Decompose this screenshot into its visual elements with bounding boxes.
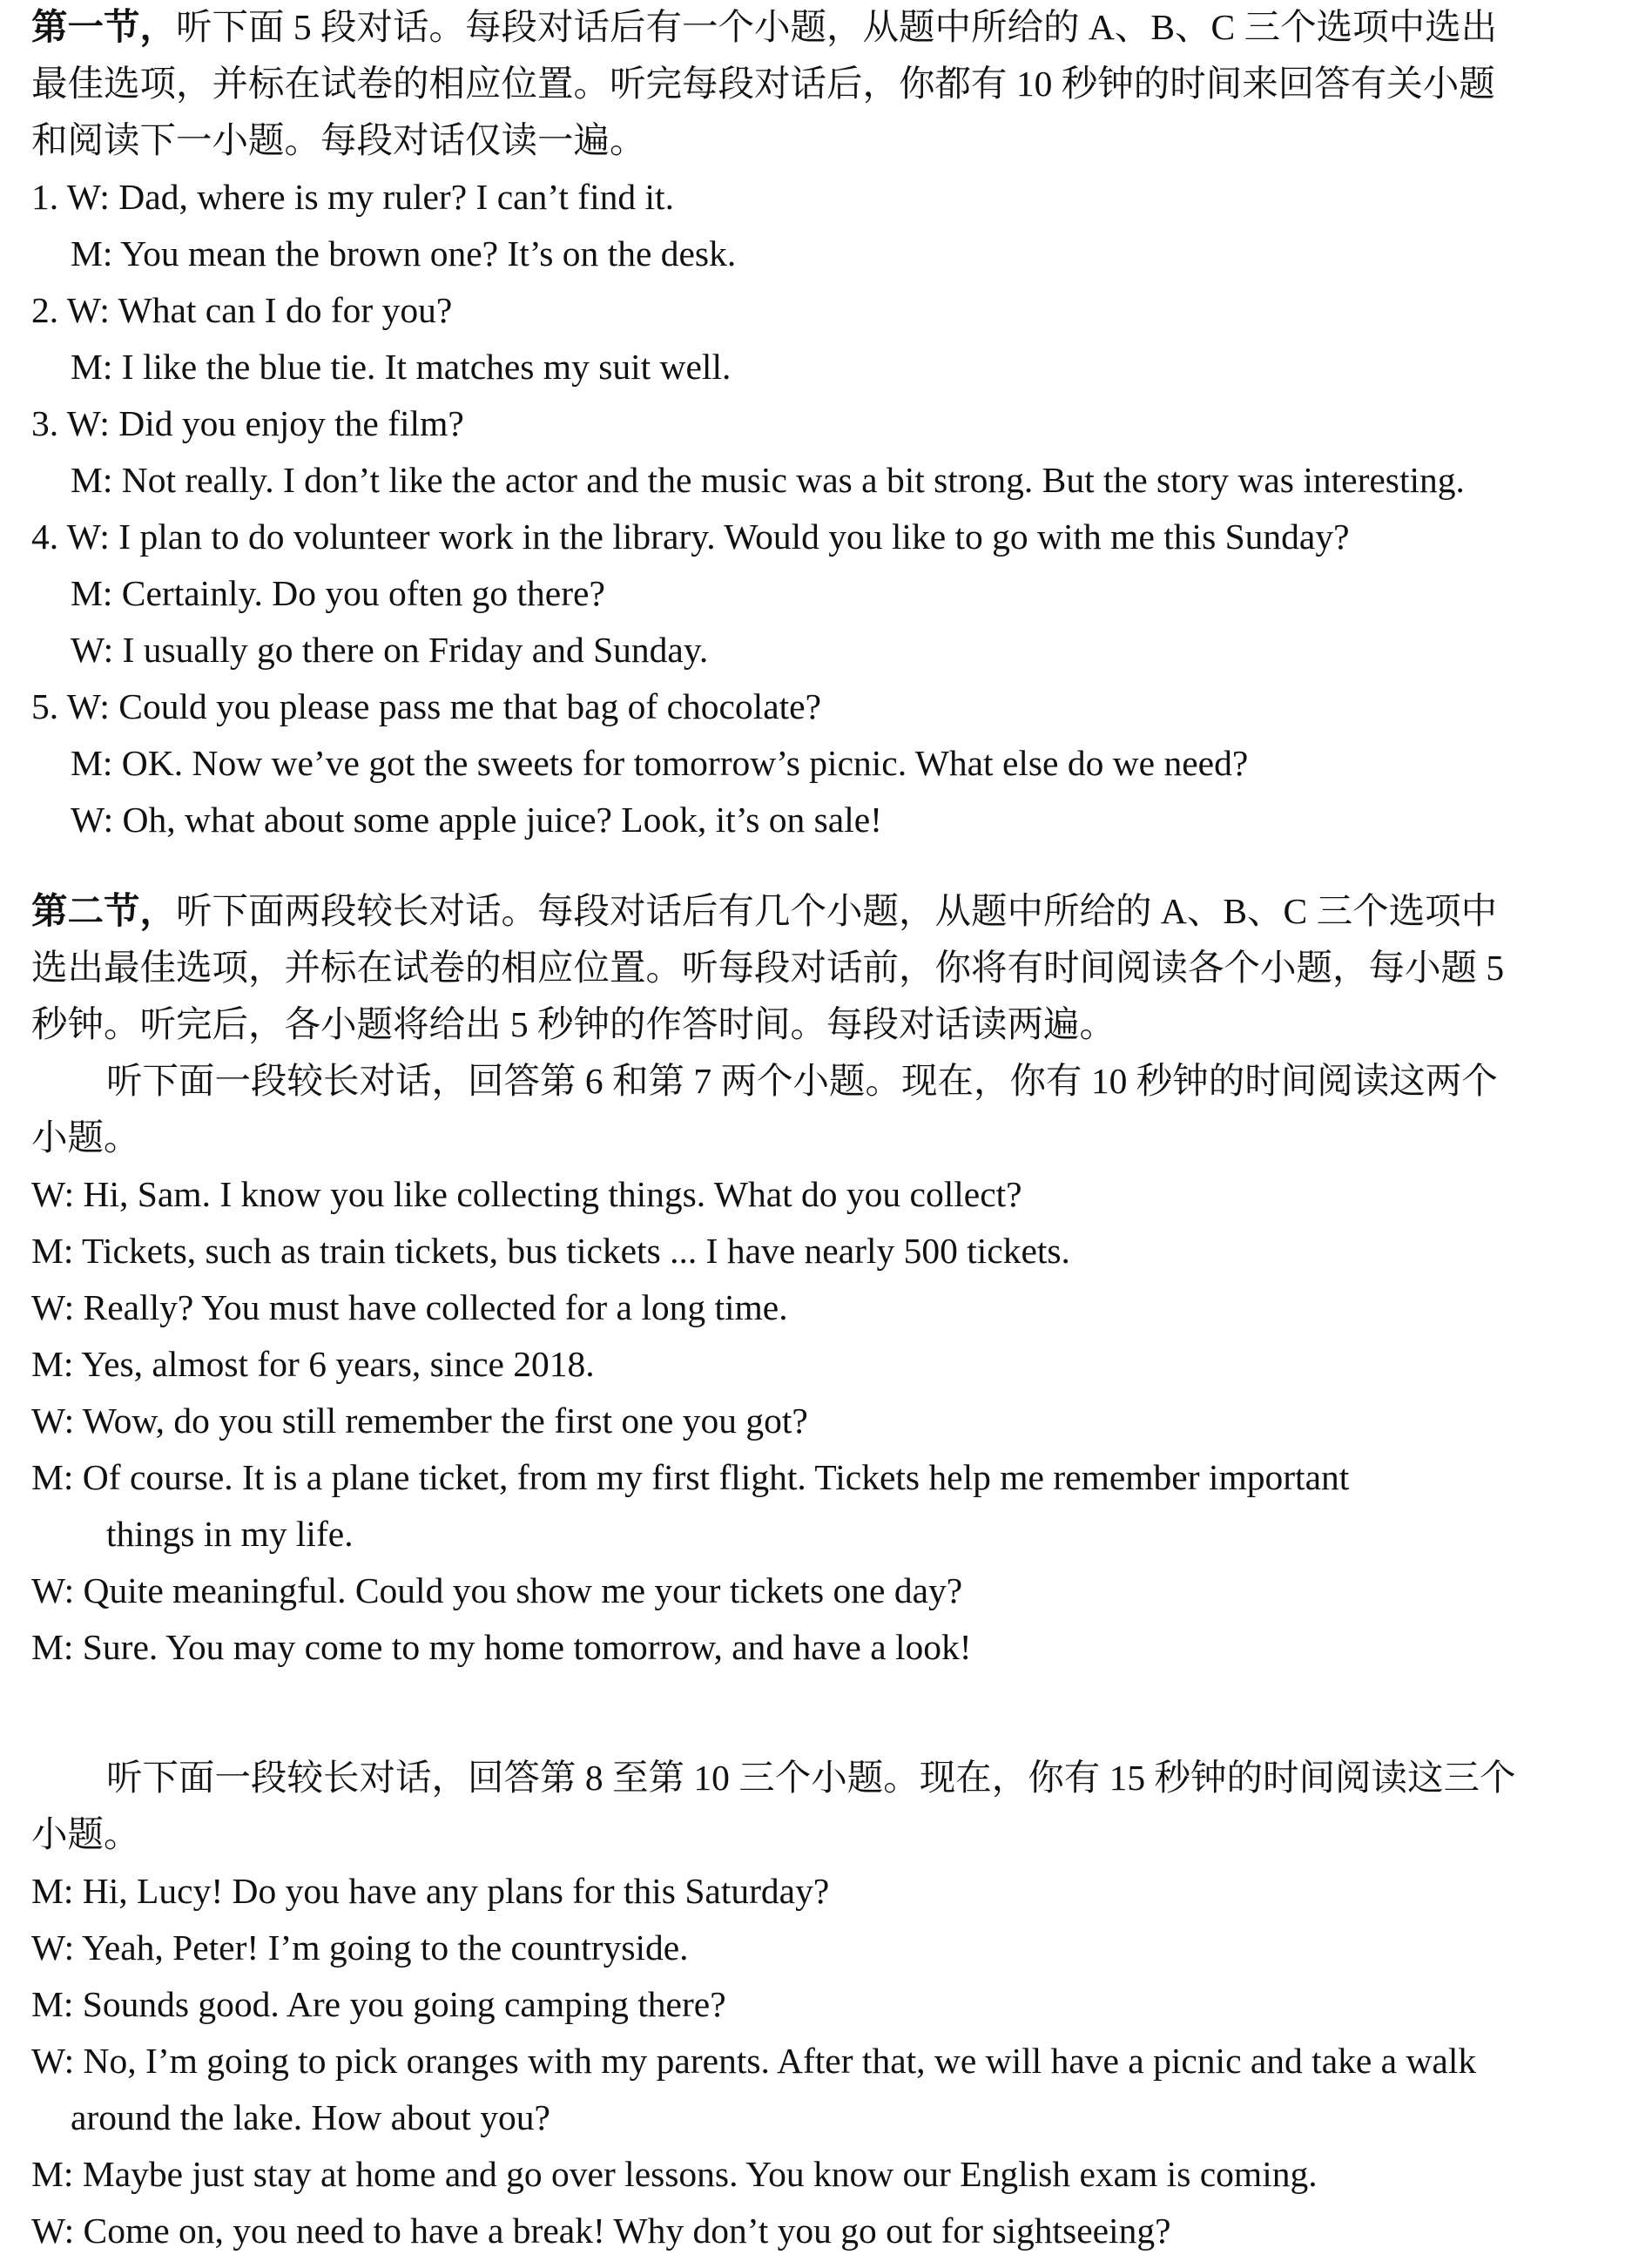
part2-dialogue-line-2: W: Yeah, Peter! I’m going to the countryside.: [31, 1927, 689, 1968]
dialogue-1-line-1: 1. W: Dad, where is my ruler? I can’t find it.: [31, 177, 674, 217]
part2-intro-line-2: 小题。: [31, 1814, 140, 1854]
section2-heading: 第二节，: [31, 891, 177, 931]
dialogue-3-line-2: M: Not really. I don’t like the actor and the music was a bit strong. But the story was interesting.: [71, 460, 1465, 500]
part1-intro-line-2: 小题。: [31, 1117, 140, 1158]
section1-instruction-line-1: 第一节，听下面 5 段对话。每段对话后有一个小题，从题中所给的 A、B、C 三个选项中选出: [31, 7, 1498, 47]
part1-dialogue-line-6: M: Of course. It is a plane ticket, from my first flight. Tickets help me remember important: [31, 1457, 1350, 1497]
dialogue-5-line-3: W: Oh, what about some apple juice? Look, it’s on sale!: [71, 800, 882, 840]
section2-instruction-line-3: 秒钟。听完后，各小题将给出 5 秒钟的作答时间。每段对话读两遍。: [31, 1004, 1116, 1044]
part2-dialogue-line-6: M: Maybe just stay at home and go over lessons. You know our English exam is coming.: [31, 2154, 1318, 2194]
dialogue-4-line-3: W: I usually go there on Friday and Sunday.: [71, 630, 709, 670]
part1-dialogue-line-5: W: Wow, do you still remember the first one you got?: [31, 1401, 808, 1441]
dialogue-5-line-2: M: OK. Now we’ve got the sweets for tomorrow’s picnic. What else do we need?: [71, 743, 1249, 783]
part2-dialogue-line-3: M: Sounds good. Are you going camping there?: [31, 1984, 726, 2024]
section2-instruction-line-1: 第二节，听下面两段较长对话。每段对话后有几个小题，从题中所给的 A、B、C 三个选项中: [31, 891, 1498, 931]
section1-instruction-line-3: 和阅读下一小题。每段对话仅读一遍。: [31, 120, 646, 160]
dialogue-2-line-1: 2. W: What can I do for you?: [31, 290, 453, 330]
part2-dialogue-line-4: W: No, I’m going to pick oranges with my parents. After that, we will have a picnic and take a walk: [31, 2041, 1477, 2081]
dialogue-1-line-2: M: You mean the brown one? It’s on the desk.: [71, 233, 737, 273]
section1-heading: 第一节，: [31, 7, 177, 47]
part1-dialogue-line-4: M: Yes, almost for 6 years, since 2018.: [31, 1344, 595, 1384]
part1-dialogue-line-8: W: Quite meaningful. Could you show me your tickets one day?: [31, 1570, 963, 1610]
dialogue-3-line-1: 3. W: Did you enjoy the film?: [31, 403, 464, 443]
part1-intro-line-1: 听下面一段较长对话，回答第 6 和第 7 两个小题。现在，你有 10 秒钟的时间阅读这两个: [106, 1061, 1498, 1101]
dialogue-4-line-1: 4. W: I plan to do volunteer work in the library. Would you like to go with me this Sunday?: [31, 516, 1350, 557]
dialogue-4-line-2: M: Certainly. Do you often go there?: [71, 573, 605, 613]
part1-dialogue-line-2: M: Tickets, such as train tickets, bus tickets ... I have nearly 500 tickets.: [31, 1231, 1070, 1271]
part1-dialogue-line-9: M: Sure. You may come to my home tomorrow, and have a look!: [31, 1627, 972, 1667]
part2-intro-line-1: 听下面一段较长对话，回答第 8 至第 10 三个小题。现在，你有 15 秒钟的时间阅读这三个: [106, 1758, 1516, 1798]
part2-dialogue-line-5: around the lake. How about you?: [71, 2097, 550, 2137]
dialogue-5-line-1: 5. W: Could you please pass me that bag of chocolate?: [31, 686, 821, 726]
part2-dialogue-line-7: W: Come on, you need to have a break! Why don’t you go out for sightseeing?: [31, 2211, 1171, 2251]
part1-dialogue-line-7: things in my life.: [106, 1514, 354, 1554]
part1-dialogue-line-3: W: Really? You must have collected for a long time.: [31, 1287, 788, 1327]
dialogue-2-line-2: M: I like the blue tie. It matches my suit well.: [71, 347, 732, 387]
part2-dialogue-line-1: M: Hi, Lucy! Do you have any plans for this Saturday?: [31, 1871, 830, 1911]
section1-instruction-line-2: 最佳选项，并标在试卷的相应位置。听完每段对话后，你都有 10 秒钟的时间来回答有关小题: [31, 64, 1495, 104]
section2-instruction-line-2: 选出最佳选项，并标在试卷的相应位置。听每段对话前，你将有时间阅读各个小题，每小题 5: [31, 948, 1505, 988]
part1-dialogue-line-1: W: Hi, Sam. I know you like collecting things. What do you collect?: [31, 1174, 1022, 1214]
